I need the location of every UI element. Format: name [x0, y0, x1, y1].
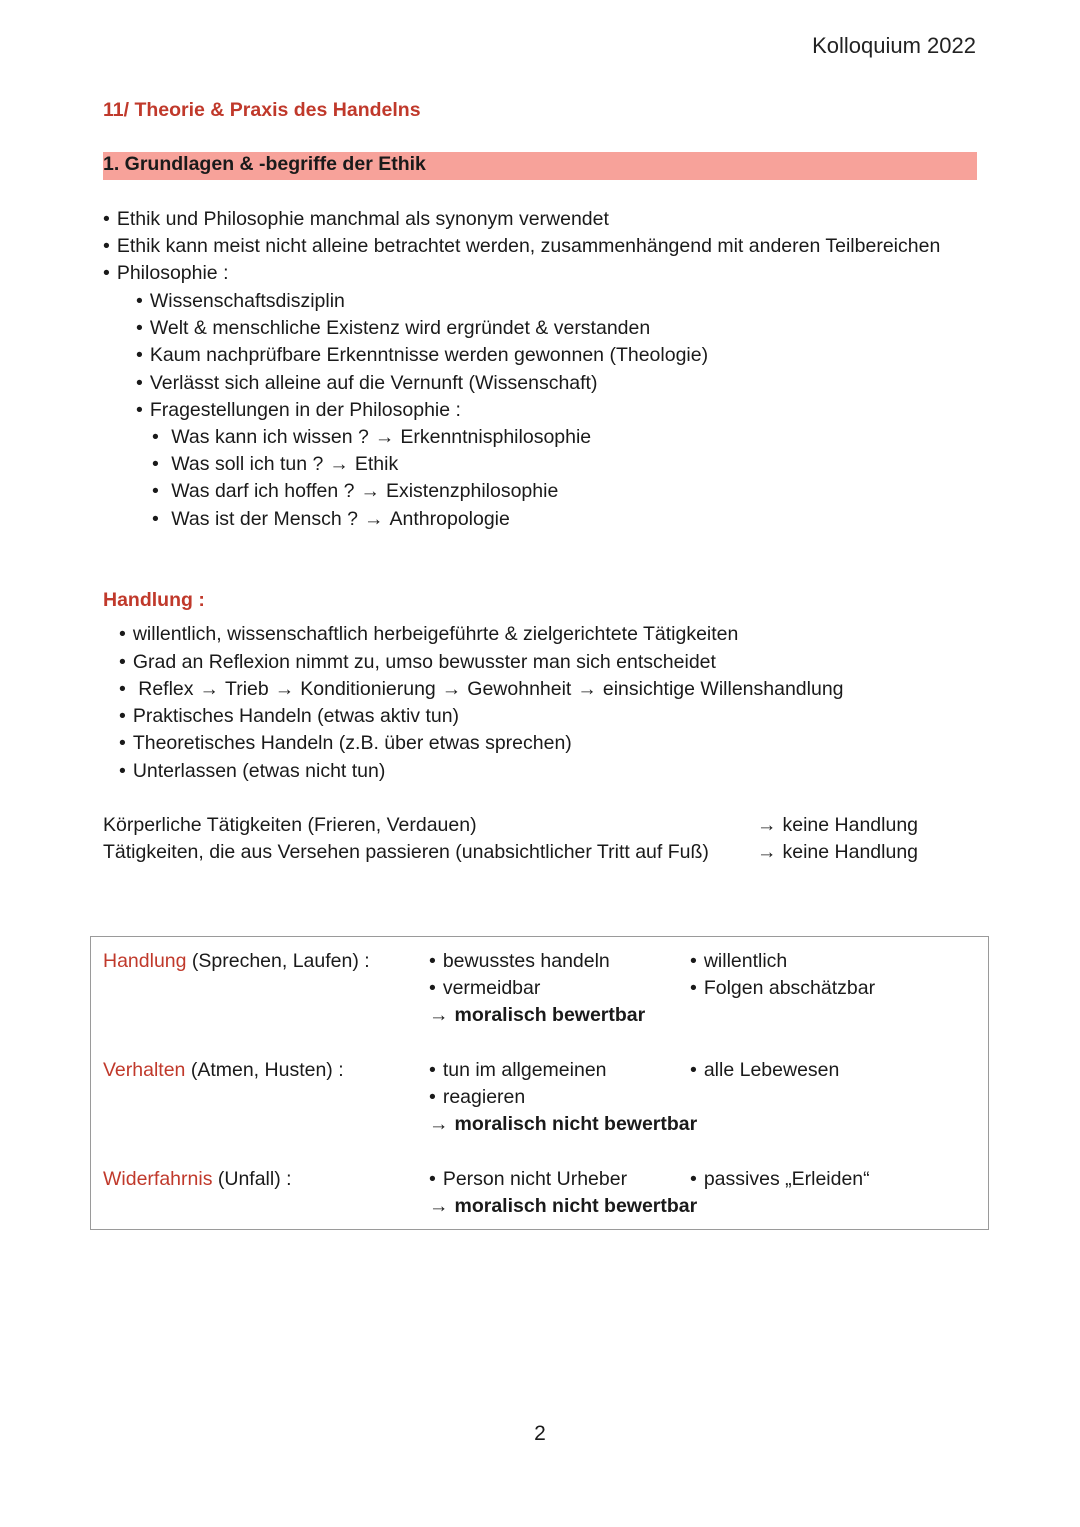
bullet-text: Verlässt sich alleine auf die Vernunft (Wissenschaft): [149, 372, 598, 394]
handlung-bullet: [119, 758, 385, 785]
ethics-bullet-synonym: [103, 206, 609, 233]
question-text: Was darf ich hoffen ?: [171, 480, 355, 502]
bullet-text: Kaum nachprüfbare Erkenntnisse werden gewonnen (Theologie): [149, 344, 709, 366]
arrow-icon: →: [429, 1195, 449, 1217]
criterion-text: tun im allgemeinen: [442, 1059, 607, 1081]
bullet-text: Welt & menschliche Existenz wird ergründet & verstanden: [149, 317, 651, 339]
philosophy-item: [136, 315, 650, 342]
term-label: Handlung: [103, 950, 187, 972]
question-answer: Erkenntnisphilosophie: [400, 426, 592, 448]
bullet-text: Praktisches Handeln (etwas aktiv tun): [132, 705, 460, 727]
handlung-bullet: [119, 621, 738, 648]
term-examples: (Sprechen, Laufen) :: [191, 950, 370, 972]
question-answer: Existenzphilosophie: [385, 480, 559, 502]
bullet-text: Ethik kann meist nicht alleine betrachtet werden, zusammenhängend mit anderen Teilbereichen: [116, 235, 941, 257]
bullet-text: Ethik und Philosophie manchmal als synonym verwendet: [116, 208, 609, 230]
question-answer: Anthropologie: [389, 508, 510, 530]
philosophy-item: [136, 370, 597, 397]
arrow-icon: →: [757, 814, 777, 836]
criterion: [690, 948, 787, 975]
result-text: keine Handlung: [782, 814, 919, 836]
bullet-text: Fragestellungen in der Philosophie :: [149, 399, 461, 421]
result-text: keine Handlung: [782, 841, 919, 863]
arrow-icon: →: [199, 678, 220, 700]
philosophy-item: [136, 397, 461, 424]
handlung-bullet: [119, 649, 716, 676]
section-title: 1. Grundlagen & -begriffe der Ethik: [103, 153, 426, 175]
arrow-icon: →: [441, 678, 462, 700]
arrow-icon: →: [429, 1004, 449, 1026]
unit-title: 11/ Theorie & Praxis des Handelns: [103, 99, 421, 121]
term-examples: (Atmen, Husten) :: [190, 1059, 344, 1081]
arrow-icon: →: [329, 453, 349, 475]
question-answer: Ethik: [354, 453, 399, 475]
arrow-icon: →: [364, 508, 384, 530]
handlung-bullet: [119, 703, 459, 730]
criterion-text: alle Lebewesen: [703, 1059, 840, 1081]
term-widerfahrnis: [103, 1166, 292, 1193]
criterion: [690, 975, 875, 1002]
criterion-text: vermeidbar: [442, 977, 541, 999]
handlung-heading: Handlung :: [103, 589, 205, 611]
criterion: [690, 1057, 839, 1084]
ethics-bullet-philosophy: [103, 260, 229, 287]
criterion: [429, 1084, 525, 1111]
criterion-text: reagieren: [442, 1086, 526, 1108]
term-label: Widerfahrnis: [103, 1168, 213, 1190]
arrow-icon: →: [757, 841, 777, 863]
question-item: [152, 451, 398, 478]
moral-result: [429, 1111, 697, 1138]
criterion-text: willentlich: [703, 950, 788, 972]
result-text: moralisch nicht bewertbar: [454, 1195, 698, 1217]
moral-result: [429, 1002, 645, 1029]
non-action-result: [757, 812, 918, 839]
bullet-text: Philosophie :: [116, 262, 229, 284]
result-text: moralisch bewertbar: [454, 1004, 646, 1026]
term-examples: (Unfall) :: [217, 1168, 292, 1190]
criterion: [429, 948, 610, 975]
criterion: [690, 1166, 870, 1193]
non-action-text: Tätigkeiten, die aus Versehen passieren (unabsichtlicher Tritt auf Fuß): [103, 841, 709, 863]
result-text: moralisch nicht bewertbar: [454, 1113, 698, 1135]
criterion-text: Person nicht Urheber: [442, 1168, 628, 1190]
bullet-text: Wissenschaftsdisziplin: [149, 290, 345, 312]
criterion: [429, 1057, 607, 1084]
arrow-icon: →: [429, 1113, 449, 1135]
chain-step: einsichtige Willenshandlung: [602, 678, 844, 700]
bullet-text: Theoretisches Handeln (z.B. über etwas sprechen): [132, 732, 572, 754]
question-text: Was soll ich tun ?: [171, 453, 324, 475]
question-item: [152, 478, 558, 505]
criterion-text: bewusstes handeln: [442, 950, 610, 972]
chain-step: Trieb: [225, 678, 269, 700]
moral-result: [429, 1193, 697, 1220]
question-text: Was kann ich wissen ?: [171, 426, 369, 448]
handlung-bullet: [119, 730, 572, 757]
arrow-icon: →: [374, 426, 395, 448]
page-number: 2: [534, 1422, 546, 1445]
document-header-title: Kolloquium 2022: [812, 33, 976, 58]
chain-step: Reflex: [138, 678, 194, 700]
arrow-icon: →: [577, 678, 597, 700]
chain-step: Konditionierung: [300, 678, 436, 700]
ethics-bullet-context: [103, 233, 940, 260]
term-verhalten: [103, 1057, 344, 1084]
arrow-icon: →: [360, 480, 380, 502]
handlung-chain: [119, 676, 844, 703]
arrow-icon: →: [274, 678, 295, 700]
philosophy-item: [136, 288, 345, 315]
bullet-text: Unterlassen (etwas nicht tun): [132, 760, 386, 782]
non-action-text: Körperliche Tätigkeiten (Frieren, Verdauen): [103, 814, 477, 836]
question-item: [152, 506, 510, 533]
bullet-text: willentlich, wissenschaftlich herbeigeführte & zielgerichtete Tätigkeiten: [132, 623, 739, 645]
criterion: [429, 1166, 627, 1193]
term-label: Verhalten: [103, 1059, 186, 1081]
term-handlung: [103, 948, 370, 975]
chain-step: Gewohnheit: [467, 678, 572, 700]
criterion-text: Folgen abschätzbar: [703, 977, 876, 999]
criterion: [429, 975, 540, 1002]
bullet-text: Grad an Reflexion nimmt zu, umso bewusster man sich entscheidet: [132, 651, 716, 673]
non-action-result: [757, 839, 918, 866]
philosophy-item: [136, 342, 708, 369]
question-text: Was ist der Mensch ?: [171, 508, 359, 530]
question-item: [152, 424, 591, 451]
criterion-text: passives „Erleiden“: [703, 1168, 870, 1190]
